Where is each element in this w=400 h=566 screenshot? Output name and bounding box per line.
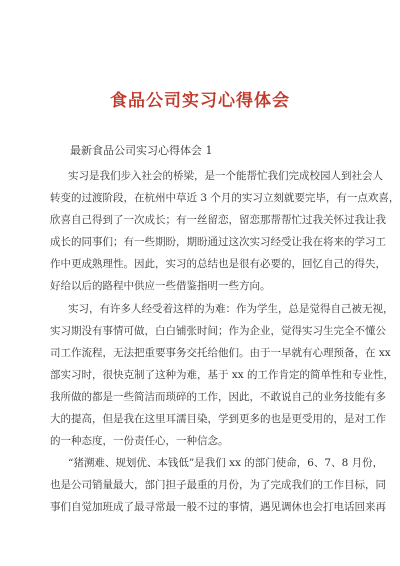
paragraph-line: 转变的过渡阶段，在杭州中草近 3 个月的实习立刻就要完毕，有一点欢喜， — [50, 192, 400, 205]
paragraph-line: 实习期没有事情可做，白白铺张时间；作为企业，觉得实习生完全不懂公 — [50, 324, 386, 337]
paragraph-line: 大的提高，但是我在这里耳濡目染，学到更多的也是更受用的，是对工作 — [50, 413, 386, 426]
paragraph-line: 欣喜自己得到了一次成长；有一丝留恋，留恋那帮帮忙过我关怀过我让我 — [50, 214, 386, 227]
paragraph-line: 实习是我们步入社会的桥梁，是一个能帮忙我们完成校园人到社会人 — [68, 170, 383, 182]
document-subtitle: 最新食品公司实习心得体会 1 — [70, 144, 213, 157]
document-title: 食品公司实习心得体会 — [110, 91, 290, 111]
paragraph-line: 作中更成熟理性。因此，实习的总结也是很有必要的，回忆自己的得失， — [50, 258, 386, 271]
paragraph-line: 司工作流程，无法把重要事务交托给他们。由于一早就有心理预备，在 xx — [50, 346, 391, 359]
document-body — [50, 165, 400, 519]
paragraph-line: 的一种态度，一份责任心，一种信念。 — [50, 435, 229, 448]
paragraph-line: “猪溯难、规划优、本钱低”是我们 xx 的部门使命，6、7、8 月份， — [68, 457, 384, 470]
paragraph-line: 也是公司销量最大，部门担子最重的月份，为了完成我们的工作目标，同 — [50, 479, 386, 492]
paragraph-line: 成长的同事们；有一些期盼，期盼通过这次实习经受让我在将来的学习工 — [50, 236, 386, 249]
paragraph-line: 事们自觉加班成了最寻常最一般不过的事情，遇见调休也会打电话回来再 — [50, 501, 386, 514]
paragraph-line: 我所做的都是一些简洁而琐碎的工作，因此，不敢说自己的业务技能有多 — [50, 390, 386, 403]
paragraph-line: 好给以后的路程中供应一些借鉴指明一些方向。 — [50, 280, 271, 293]
paragraph-line: 部实习时，很快克制了这种为难，基于 xx 的工作肯定的简单性和专业性， — [50, 368, 395, 381]
paragraph-line: 实习，有许多人经受着这样的为难：作为学生，总是觉得自己被无视， — [68, 302, 394, 315]
